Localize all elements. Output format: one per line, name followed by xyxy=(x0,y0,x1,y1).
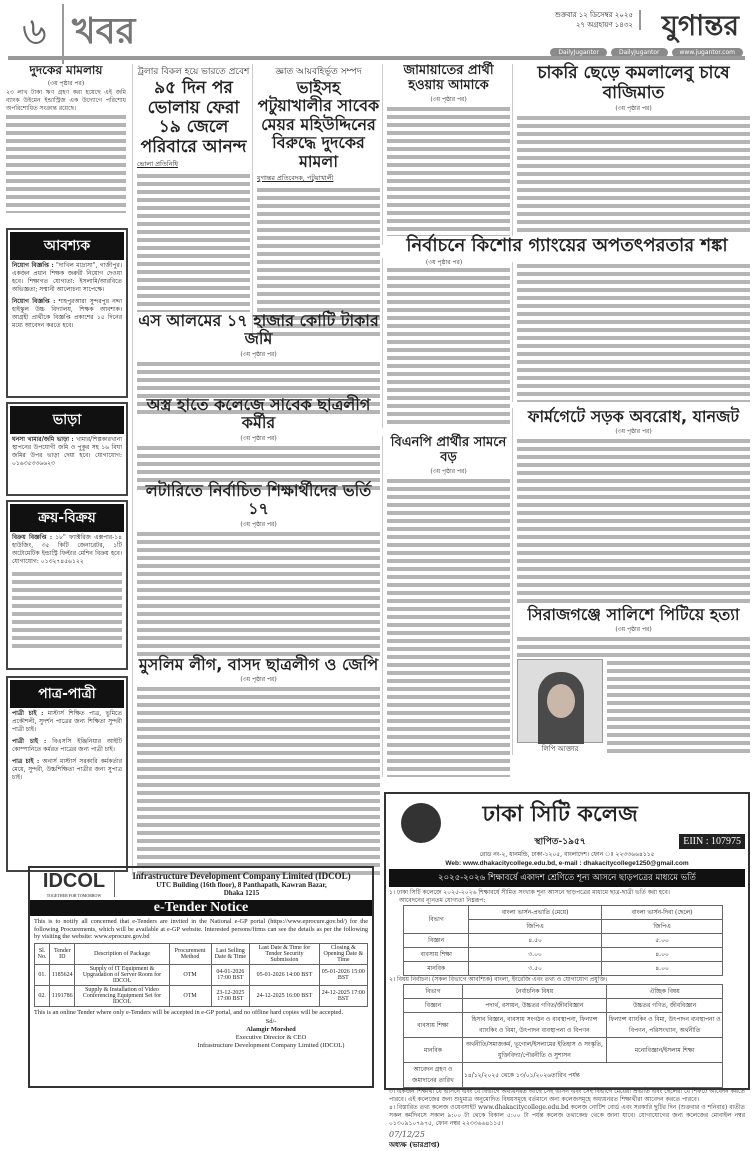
story-jamaat xyxy=(382,64,510,245)
headline: মুসলিম লীগ, বাসদ ছাত্রলীগ ও জেপি xyxy=(138,655,379,674)
table-row xyxy=(404,1013,723,1038)
clause-1: ১। ঢাকা সিটি কলেজে ২০২৫-২০২৬ শিক্ষাবর্ষে সীমিত সংখ্যক শূন্য আসনে ছাড়পত্রের মাধ্যমে ছাত্র-ছাত্রী ভর্তি করা হবে। xyxy=(389,889,670,896)
clause-3: ৩। একজন শিক্ষার্থী যে ভার্সনে এবং যে বিভাগে অধ্যয়নরত আছে সেই ভার্সন এবং সেই বিভাগে মেয়েরা প্রভাতি এবং ছেলেরা যে শিফটে আবেদন করতে পারবে। এই কলেজের জন্য শুধুমাত্র অনুমোদিত বিষয়সমূহে বর্তমানে অন্য কলেজসমূহে অধ্যয়নরত শিক্ষার্থীরা আবেদন করতে পারবে। xyxy=(389,1088,745,1103)
signature-block xyxy=(170,1018,372,1050)
clause-4: ৪। বিস্তারিত তথ্য কলেজ ওয়েবসাইট www.dhakacitycollege.edu.bd কলেজ নোটিশ বোর্ড এবং সরকারি ছুটির দিন (শুক্রবার ও শনিবার) ব্যতীত সকল কর্মদিবসে সকাল ৯:০০ টা থেকে বিকাল ৫:০০ টা পর্যন্ত কলেজ তথ্যকেন্দ্র থেকে জানা যাবে। যোগাযোগের জন্য কলেজের মোবাইল নম্বর ০১৩০৯১০৭৯৭৫, ফোন নম্বর ২২৩৩৬৬৪১১৫। xyxy=(389,1104,745,1127)
website-link[interactable]: www.jugantor.com xyxy=(672,48,744,57)
newspaper-logo: যুগান্তর xyxy=(661,9,739,42)
col-header: বিভাগ xyxy=(404,985,463,999)
table-row xyxy=(404,1063,723,1088)
continued-label: (৩য় পৃষ্ঠার পর) xyxy=(615,428,652,436)
signature-date: 07/12/25 xyxy=(389,1130,425,1139)
entry-text: মাস্টার্স শিক্ষিত পাত্র, ভুমিতে প্রকৌশলী, সুদর্শন পাত্রের জন্য শিক্ষিতা সুন্দরী পাত্রী চাই। xyxy=(12,710,122,733)
cell: মনোবিজ্ঞান/ইসলাম শিক্ষা xyxy=(606,1038,722,1063)
story-body xyxy=(517,262,750,402)
classified-entry xyxy=(10,260,124,296)
cell: 02. xyxy=(35,985,50,1006)
story-body xyxy=(137,685,380,875)
cell: OTM xyxy=(169,985,211,1006)
cell: হিসাব বিজ্ঞান, ব্যবসায় সংগঠন ও ব্যবস্থাপনা, ফিন্যান্স ব্যাংকিং ও বিমা, উৎপাদন ব্যবস্থাপনা ও বিপণন xyxy=(462,1013,606,1038)
entry-label: নিয়োগ বিজ্ঞপ্তি : xyxy=(12,298,56,305)
story-komola xyxy=(512,64,750,244)
cell: বিজ্ঞান xyxy=(404,934,469,948)
story-body xyxy=(387,105,510,245)
cell: ৪.০০ xyxy=(601,948,723,962)
subject-table xyxy=(403,984,723,1088)
classified-body xyxy=(12,570,122,650)
story-dudok xyxy=(6,64,126,213)
headline: ফার্মগেটে সড়ক অবরোধ, যানজট xyxy=(527,407,740,426)
college-name: ঢাকা সিটি কলেজ xyxy=(482,802,638,827)
page-number: ৬ xyxy=(22,9,47,53)
classified-heading: ভাড়া xyxy=(10,406,124,434)
classified-heading: পাত্র-পাত্রী xyxy=(10,680,124,708)
table-row xyxy=(404,999,723,1013)
cell: 1191786 xyxy=(50,985,75,1006)
cell: ৩.৫০ xyxy=(469,962,601,976)
entry-label: পাত্র চাই : xyxy=(12,758,40,765)
classified-entry xyxy=(10,708,124,736)
headline: সিরাজগঞ্জে সালিশে পিটিয়ে হত্যা xyxy=(527,605,740,624)
story-body xyxy=(387,258,510,428)
cell: ব্যবসায় শিক্ষা xyxy=(404,948,469,962)
college-crest-icon xyxy=(401,803,441,843)
cell: ৫.০০ xyxy=(601,934,723,948)
cell: আবেদন গ্রহণ ও জমাদানের তারিখ xyxy=(404,1063,463,1088)
story-body xyxy=(387,477,510,777)
story-vaishoh xyxy=(252,64,380,336)
logo-text: IDCOL xyxy=(42,870,106,892)
table-row xyxy=(404,1038,723,1063)
classified-heading: ক্রয়-বিক্রয় xyxy=(10,504,124,532)
college-web: Web: www.dhakacitycollege.edu.bd, e-mail : dhakacitycollege1250@gmail.com xyxy=(445,860,689,867)
entry-label: পাত্রী চাই : xyxy=(12,738,47,745)
cell: ১৪/১২/২০২৫ থেকে ১৩/০১/২০২৬তারিখ পর্যন্ত xyxy=(462,1063,722,1088)
cell: ফিন্যান্স ব্যাংকিং ও বিমা, উৎপাদন ব্যবস্থাপনা ও বিপণন, পরিসংখ্যান, অর্থনীতি xyxy=(606,1013,722,1038)
clause-2: ২। বিষয় নির্বাচন। (সকল বিভাগে আবশ্যিক) বাংলা, ইংরেজি এবং তথ্য ও যোগাযোগ প্রযুক্তি। xyxy=(389,976,608,983)
tender-intro: This is to notify all concerned that e-Tenders are invited in the National e-GP portal (https://www.eprocure.gov.bd/) for the following Procurements, which will be available at e-GP website. Interested persons/firms can see the details as per the following by visiting the website: www.eprocure.gov.bd xyxy=(34,918,368,940)
signer-designation: Executive Director & CEO xyxy=(235,1033,307,1041)
story-jamaat-continued xyxy=(382,258,510,428)
continued-label: (৩য় পৃষ্ঠার পর) xyxy=(615,105,652,113)
cell: ব্যবসায় শিক্ষা xyxy=(404,1013,463,1038)
headline: নির্বাচনে কিশোর গ্যাংয়ের অপতৎপরতার শঙ্কা xyxy=(406,235,728,256)
date-bengali: ২৭ অগ্রহায়ণ ১৪৩২ xyxy=(575,21,633,29)
tender-title: e-Tender Notice xyxy=(30,900,372,916)
org-name: Infrastructure Development Company Limited (IDCOL) xyxy=(132,871,351,881)
issue-date xyxy=(555,10,641,30)
sd: Sd/- xyxy=(265,1017,277,1025)
cell: 05-01-2026 14:00 BST xyxy=(250,964,320,985)
headline: চাকরি ছেড়ে কমলালেবু চাষে বাজিমাত xyxy=(537,63,730,103)
idcol-tender-ad xyxy=(28,866,374,1088)
classified-entry xyxy=(10,532,124,568)
continued-label: (৩য় পৃষ্ঠার পর) xyxy=(615,626,652,634)
tender-footer: This is an online Tender where only e-Tenders will be accepted in e-GP portal, and no offline hard copies will be accepted. xyxy=(34,1008,344,1016)
col-header: Tender ID xyxy=(50,943,75,964)
victim-photo xyxy=(517,659,603,743)
cell: মানবিক xyxy=(404,962,469,976)
classified-kroy-bikroy xyxy=(6,500,128,670)
story-body xyxy=(517,437,750,607)
headline: ৯৫ দিন পর ভোলায় ফেরা ১৯ জেলে পরিবারে আনন্দ xyxy=(140,78,247,157)
classified-entry xyxy=(10,756,124,784)
byline: যুগান্তর প্রতিবেদক, পটুয়াখালী xyxy=(257,173,334,182)
col-header: Procurement Method xyxy=(169,943,211,964)
masthead-rule xyxy=(8,56,745,60)
continued-label: (৩য় পৃষ্ঠার পর) xyxy=(47,79,85,87)
col-subheader: জিপিএ xyxy=(601,920,723,934)
cell: 24-12-2025 17:00 BST xyxy=(319,985,367,1006)
continued-label: (৩য় পৃষ্ঠার পর) xyxy=(240,350,277,358)
table-row xyxy=(35,964,368,985)
headline: বিএনপি প্রার্থীর সামনে বড় xyxy=(390,435,507,465)
story-body xyxy=(517,114,750,244)
continued-label: (৩য় পৃষ্ঠার পর) xyxy=(240,520,277,528)
cell: OTM xyxy=(169,964,211,985)
cell: উচ্চতর গণিত, জীববিজ্ঞান xyxy=(606,999,722,1013)
cell: পদার্থ, রসায়ন, উচ্চতর গণিত/জীববিজ্ঞান xyxy=(462,999,606,1013)
classified-aboshshok xyxy=(6,228,128,398)
table-header xyxy=(35,943,368,964)
facebook-link[interactable]: DailyJugantor xyxy=(611,48,668,57)
col-header: নৈর্বাচনিক বিষয় xyxy=(462,985,606,999)
headline: এস আলমের ১৭ হাজার কোটি টাকার জমি xyxy=(138,311,379,349)
classified-entry xyxy=(10,434,124,470)
entry-text: "দাখিল মাদ্রাসা", গাজীপুর। একজন প্রধান শিক্ষক জরুরী নিয়োগ দেওয়া হবে। শিক্ষাগত যোগ্যতা: ইসলামি/আরবিতে অভিজ্ঞতা; সম্মানী আলোচনা সাপেক্ষে। xyxy=(12,262,122,293)
tender-table xyxy=(34,943,368,1007)
headline: লটারিতে নির্বাচিত শিক্ষার্থীদের ভর্তি ১৭ xyxy=(145,481,372,519)
kicker: ট্রলার বিকল হয়ে ভারতে প্রবেশ xyxy=(137,67,250,77)
qualification-label: আবেদনের ন্যূনতম যোগ্যতা নিম্নরূপ: xyxy=(399,897,486,904)
cell: Supply & Installation of Video Conferencing Equipment Set for IDCOL xyxy=(75,985,169,1006)
cell: 05-01-2026 15:00 BST xyxy=(319,964,367,985)
address-city: Dhaka 1215 xyxy=(223,889,260,897)
continued-label: (৩য় পৃষ্ঠার পর) xyxy=(240,676,277,684)
col-header: Sl. No. xyxy=(35,943,50,964)
col-header: বাংলা ভার্সন-প্রভাতি (মেয়ে) xyxy=(469,906,601,920)
col-header: Last Selling Date & Time xyxy=(211,943,250,964)
address: UTC Building (16th floor), 8 Panthapath, Kawran Bazar, xyxy=(156,881,327,889)
entry-label: পাত্রী চাই : xyxy=(12,710,44,717)
story-ostro xyxy=(132,396,380,494)
story-kishor-body xyxy=(512,262,750,402)
signer-name: Alamgir Morshed xyxy=(246,1025,296,1033)
eiin-badge: EIIN : 107975 xyxy=(679,834,745,849)
entry-text: অনার্স মাস্টার্স সরকারি কর্মকর্তার মেয়ে, সুন্দরী, উচ্চশিক্ষিতা পাত্রীর জন্য সুপাত্র চাই। xyxy=(12,758,122,781)
cell: 24-12-2025 16:00 BST xyxy=(250,985,320,1006)
continued-label: (৩য় পৃষ্ঠার পর) xyxy=(430,95,467,103)
headline: ভাইসহ পটুয়াখালীর সাবেক মেয়র মহিউদ্দিনের বিরুদ্ধে দুদকের মামলা xyxy=(257,78,380,171)
kicker: জ্ঞাত আয়বহির্ভূত সম্পদ xyxy=(275,67,362,77)
cell: ৪.০০ xyxy=(601,962,723,976)
photo-block xyxy=(517,659,603,755)
entry-text: বিএসসি ইঞ্জিনিয়ার আইটি কোম্পানিতে কর্মরত পাত্রের জন্য পাত্রী চাই। xyxy=(12,738,122,753)
col-header: বাংলা ভার্সন-দিবা (ছেলে) xyxy=(601,906,723,920)
gpa-table xyxy=(403,905,723,976)
cell: 01. xyxy=(35,964,50,985)
cell: অর্থনীতি/সমাজকর্ম, ভূগোল/ইসলামের ইতিহাস ও সংস্কৃতি, যুক্তিবিদ্যা/পৌরনীতি ও সুশাসন xyxy=(462,1038,606,1063)
story-farmgate xyxy=(512,408,750,607)
entry-label: বিক্রয় বিজ্ঞপ্তি : xyxy=(12,534,53,541)
story-body xyxy=(517,635,750,657)
section-title: খবর xyxy=(62,4,135,64)
classified-heading: আবশ্যক xyxy=(10,232,124,260)
col-header: ঐচ্ছিক বিষয় xyxy=(606,985,722,999)
story-body xyxy=(137,172,250,312)
classified-entry xyxy=(10,736,124,756)
table-row xyxy=(404,948,723,962)
story-lottery xyxy=(132,482,380,660)
cell: মানবিক xyxy=(404,1038,463,1063)
col-header: Last Date & Time for Tender Security Submission xyxy=(250,943,320,964)
continued-label: (৩য় পৃষ্ঠার পর) xyxy=(425,258,463,266)
entry-text: ১৮" ফ্যাক্টরিজ এক্সপার-১৪ হাউজিং, ৩৫ কিটি জেনারেটর, ১টি অটোমেটিক ইন্ডাস্ট্রি ফিল্টার মেশিন বিক্রয় হবে। যোগাযোগ: ০১৩২৭৪৫৬১২২ xyxy=(12,534,122,565)
idcol-logo xyxy=(34,870,114,898)
story-muslim-league xyxy=(132,656,380,875)
col-subheader: জিপিএ xyxy=(469,920,601,934)
story-bnp xyxy=(382,436,510,777)
continued-label: (৩য় পৃষ্ঠার পর) xyxy=(240,434,277,442)
col-header: Description of Package xyxy=(75,943,169,964)
entry-label: ঘনসা খামার/জমি ভাড়া : xyxy=(12,436,74,443)
cell: বিজ্ঞান xyxy=(404,999,463,1013)
table-row xyxy=(404,962,723,976)
headline: দুদকের মামলায় xyxy=(29,63,103,77)
byline: ভোলা প্রতিনিধি xyxy=(137,160,178,169)
photo-caption: লিপি আক্তার xyxy=(541,745,579,754)
cell: 1185624 xyxy=(50,964,75,985)
entry-text: শাহপুরআরা সুন্দরপুর নদ্দা হাইস্কুল উচ্চ বিদ্যালয়, শিক্ষক আবশ্যক। আগ্রহী প্রার্থীকে বিজ্ঞপ্তি প্রকাশের ১৫ দিনের মধ্যে আবেদন করতে হবে। xyxy=(12,298,122,329)
cell: 04-01-2026 17:00 BST xyxy=(211,964,250,985)
college-address: রোড নং-২, ধানমন্ডি, ঢাকা-১২০৫, বাংলাদেশ। ফোন ঃ ২২৩৩৬৬৪১১৫ xyxy=(479,851,655,858)
col-header: Closing & Opening Date & Time xyxy=(319,943,367,964)
table-row xyxy=(35,985,368,1006)
cell: ৪.৫০ xyxy=(469,934,601,948)
classified-bhara xyxy=(6,402,128,496)
headline: জামায়াতের প্রার্থী হওয়ায় আমাকে xyxy=(403,63,494,93)
story-text: ২৩ লাখ টাকা ঋণ গ্রহণ করা হয়েছে এই জমি ব্যাংক উইমেন ইন্ডাস্ট্রিজ এক উদ্যোগে পরিশোধ অপরিশোধিত সংক্রান্ত রয়েছে। xyxy=(6,88,126,112)
twitter-link[interactable]: DailyJugantor xyxy=(550,48,607,57)
entry-label: নিয়োগ বিজ্ঞপ্তি : xyxy=(12,262,54,269)
signer-org: Infrastructure Development Company Limited (IDCOL) xyxy=(197,1041,345,1049)
date-gregorian: শুক্রবার ১২ ডিসেম্বর ২০২৫ xyxy=(554,11,633,19)
classified-patro-patri xyxy=(6,676,128,872)
classified-entry xyxy=(10,296,124,332)
story-trawler xyxy=(132,64,250,312)
story-sirajganj xyxy=(512,606,750,755)
story-body xyxy=(607,659,750,755)
continued-label: (৩য় পৃষ্ঠার পর) xyxy=(430,467,467,475)
admission-banner: ২০২৫-২০২৬ শিক্ষাবর্ষে একাদশ শ্রেণিতে শূন্য আসনে ছাড়পত্রের মাধ্যমে ভর্তি xyxy=(389,869,745,887)
dhaka-city-college-ad xyxy=(384,792,750,1149)
cell: Supply of IT Equipment & Upgradation of Server Room for IDCOL xyxy=(75,964,169,985)
signer: অধ্যক্ষ (ভারপ্রাপ্ত) xyxy=(389,1140,440,1149)
col-header: বিভাগ xyxy=(404,906,469,934)
story-body xyxy=(6,113,126,213)
table-row xyxy=(404,934,723,948)
established: স্থাপিত-১৯৫৭ xyxy=(534,837,586,847)
headline: অস্ত্র হাতে কলেজে সাবেক ছাত্রলীগ কর্মীর xyxy=(146,395,371,433)
story-body xyxy=(137,530,380,660)
cell: ৩.০০ xyxy=(469,948,601,962)
cell: 23-12-2025 17:00 BST xyxy=(211,985,250,1006)
entry-text: খামার/শিল্পকারখানা স্থাপনের উপযোগী জমি ও পুকুর সহ ১৬ বিঘা জমির উপর ভাড়া দেয়া হবে। যোগাযোগ: ০১৬৩৫৩৩৬৬২৩ xyxy=(12,436,122,467)
logo-tagline: TOGETHER FOR TOMORROW xyxy=(46,893,102,898)
